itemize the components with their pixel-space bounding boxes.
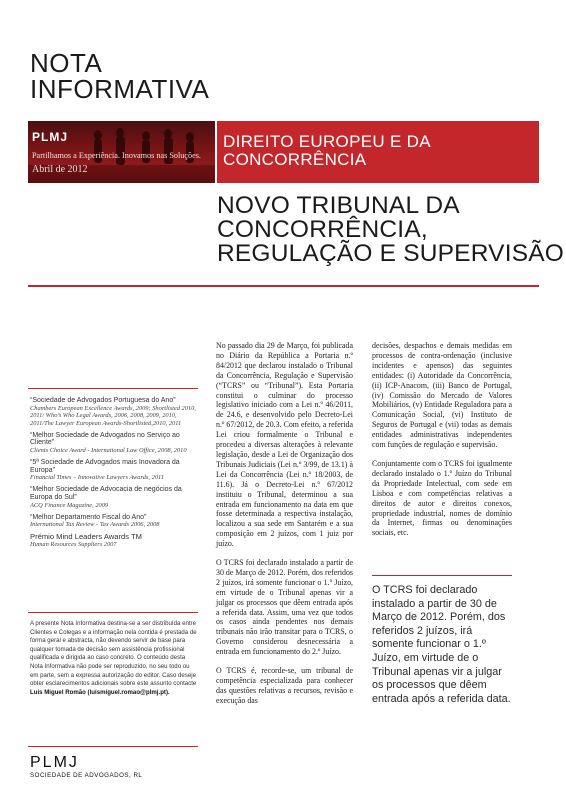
disclaimer-text: A presente Nota Informativa destina-se a ser distribuída entre Clientes e Colegas e a informação nela contida é prestada de forma geral e abstracta, não devendo servir de base para qualquer tomada de decisão sem assistência profissional qualificada e dirigida ao caso concreto. O conteúdo desta Nota Informativa não pode ser reproduzido, no seu todo ou em parte, sem a expressa autorização do editor. Caso deseje obter esclarecimentos adicionais sobre este assunto contacte [30,620,197,688]
award-title: Prémio Mind Leaders Awards TM [30,532,142,542]
award-source: ACQ Finance Magazine, 2009 [30,501,109,509]
article-title-line-3: REGULAÇÃO E SUPERVISÃO [217,240,565,267]
paragraph: Conjuntamente com o TCRS foi igualmente declarado instalado o 1.º Juízo do Tribunal da Propriedade Intelectual, com sede em Lisboa e com competências relativas a direitos de autor e direitos conexos, propriedade industrial, nomes de domínio da Internet, firmas ou denominações sociais, etc. [372,458,512,538]
award-source: Chambers European Excellence Awards, 2009; Shortlisted 2010, 2011/ Who’s Who Legal Awards, 2006, 2008, 2009, 2010, 2011/The Lawyer European Awards-Shortlisted,2010, 2011 [30,404,196,427]
award-item [30,486,198,509]
award-item [30,459,198,482]
pull-quote: O TCRS foi declarado instalado a partir de 30 de Março de 2012. Porém, dos referidos 2 juízos, irá somente funcionar o 1.º Juízo, em virtude de o Tribunal apenas vir a julgar os processos que dêem entrada após a referida data. [372,584,511,705]
award-source: Human Resources Suppliers 2007 [30,541,117,548]
masthead-line-1: NOTA [30,48,103,78]
logo-divider [28,746,198,747]
award-source: Financial Times – Innovative Lawyers Awards, 2011 [30,474,164,482]
logo-subtitle: SOCIEDADE DE ADVOGADOS, RL [30,772,143,779]
article-title [217,192,565,267]
paragraph: decisões, despachos e demais medidas em processos de contra-ordenação (inclusive incidentes e apensos) das seguintes entidades: (i) Autoridade da Concorrência, (ii) ICP-Anacom, (iii) Banco de Portugal, (iv) Comissão do Mercado de Valores Mobiliários, (v) Entidade Reguladora para a Comunicação Social, (vi) Instituto de Seguros de Portugal e (vii) todas as demais entidades administrativas independentes com funções de regulação e supervisão. [372,341,512,450]
award-title: “5ª Sociedade de Advogados mais Inovadora da Europa” [30,459,180,474]
award-title: “Sociedade de Advogados Portuguesa do Ano” [30,397,176,404]
pull-quote-top-rule [372,575,512,576]
masthead-line-2: INFORMATIVA [30,74,210,104]
section-title-line-1: DIREITO EUROPEU E DA [223,132,431,151]
masthead-title [30,50,209,102]
award-source: Clients Choice Award - International Law Office, 2008, 2010 [30,447,187,455]
brand-tagline: Partilhamos a Experiência. Inovamos nas Soluções. [32,151,201,160]
award-title: “Melhor Sociedade de Advogados no Serviço ao Cliente” [30,431,180,447]
title-divider [28,285,539,287]
brand-block [32,130,68,144]
award-item [30,514,198,529]
disclaimer-contact[interactable]: Luís Miguel Romão (luismiguel.romao@plmj.pt). [30,688,170,696]
disclaimer-divider [28,612,198,613]
article-title-line-1: NOVO TRIBUNAL DA [217,192,460,219]
award-title: “Melhor Sociedade de Advocacia de negócios da Europa do Sul” [30,486,182,502]
award-source: International Tax Review - Tax Awards 2006, 2008 [30,521,160,529]
paragraph: O TCRS é, recorde-se, um tribunal de competência especializada para conhecer das questões relativas a recursos, revisão e execução das [216,666,353,705]
award-item [30,533,198,548]
legal-disclaimer [30,620,198,697]
brand-name: PLMJ [32,130,69,144]
plmj-logo: PLMJ [30,754,79,771]
article-title-line-2: CONCORRÊNCIA, [217,216,428,243]
section-title [223,133,523,169]
section-title-line-2: CONCORRÊNCIA [223,150,367,169]
awards-list [30,397,198,553]
article-column-2 [372,341,512,547]
article-column-1 [216,341,353,715]
paragraph: No passado dia 29 de Março, foi publicada no Diário da República a Portaria n.º 84/2012 que declarou instalado o Tribunal da Concorrência, Regulação e Supervisão (“TCRS” ou “Tribunal”). Esta Portaria constitui o culminar do processo legislativo iniciado com a Lei n.º 46/2011, de 24.6, e desenvolvido pelo Decreto-Lei n.º 67/2012, de 20.3. Com efeito, a referida Lei criou formalmente o Tribunal e procedeu a diversas alterações à relevante legislação, desde a Lei de Organização dos Tribunais Judiciais (Lei n.º 3/99, de 13.1) à Lei da Concorrência (Lei n.º 18/2003, de 11.6). Já o Decreto-Lei n.º 67/2012 instituiu o Tribunal, determinou a sua entrada em funcionamento na data em que fosse determinada a respectiva instalação, localizou a sua sede em Santarém e a sua composição em 2 juízos, com 1 juiz por juízo. [216,341,353,549]
award-item [30,397,198,427]
paragraph: O TCRS foi declarado instalado a partir de 30 de Março de 2012. Porém, dos referidos 2 juízos, irá somente funcionar o 1.º Juízo, em virtude de o Tribunal apenas vir a julgar os processos que dêem entrada após a referida data. Assim, uma vez que todos os casos ainda pendentes nos demais tribunais não irão transitar para o TCRS, o Governo considerou desnecessária a entrada em funcionamento do 2.º Juízo. [216,558,353,657]
issue-date: Abril de 2012 [32,164,88,175]
awards-divider [28,388,198,389]
award-item [30,432,198,455]
award-title: “Melhor Departamento Fiscal do Ano” [30,513,147,521]
